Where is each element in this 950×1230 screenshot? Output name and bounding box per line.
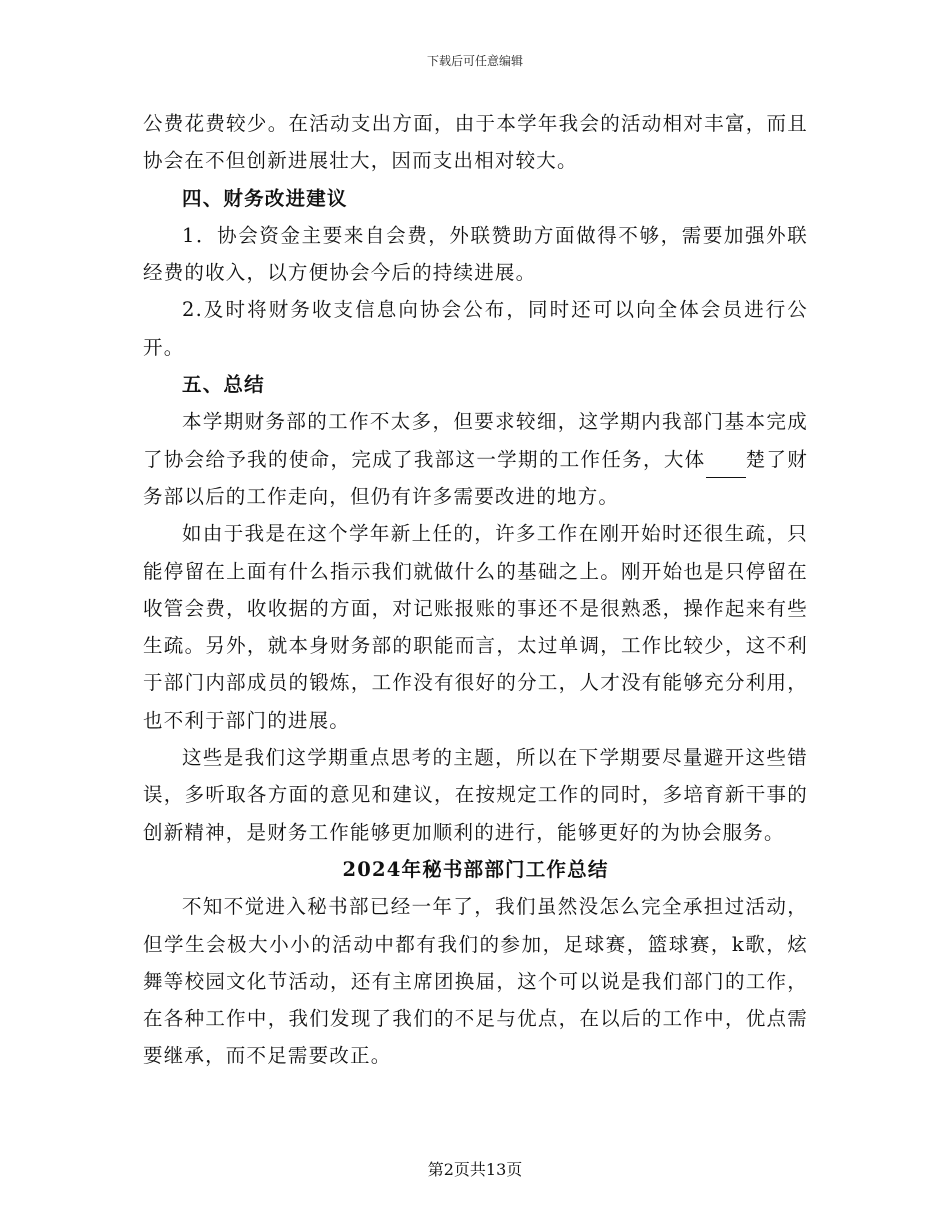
paragraph-spending: 公费花费较少。在活动支出方面，由于本学年我会的活动相对丰富，而且协会在不但创新进展壮大，因而支出相对较大。 [143,112,808,173]
paragraph-suggestion-2: 2.及时将财务收支信息向协会公布，同时还可以向全体会员进行公开。 [143,298,808,359]
summary-text-after-blank: 楚了财务部以后的工作走向，但仍有许多需要改进的地方。 [143,447,808,508]
paragraph-suggestion-1: 1．协会资金主要来自会费，外联赞助方面做得不够，需要加强外联经费的收入，以方便协会今后的持续进展。 [143,223,808,285]
paragraph-next-term: 这些是我们这学期重点思考的主题，所以在下学期要尽量避开这些错误，多听取各方面的意见和建议，在按规定工作的同时，多培育新干事的创新精神，是财务工作能够更加顺利的进行，能够更好的为协会服务。 [143,746,808,844]
paragraph-summary [143,403,808,515]
summary-text-before-blank: 本学期财务部的工作不太多，但要求较细，这学期内我部门基本完成了协会给予我的使命，完成了我部这一学期的工作任务，大体 [143,410,808,471]
page-header: 下载后可任意编辑 [426,54,523,68]
section-title-secretariat: 2024年秘书部部门工作总结 [342,857,609,881]
paragraph-reflection: 如由于我是在这个学年新上任的，许多工作在刚开始时还很生疏，只能停留在上面有什么指示我们就做什么的基础之上。刚开始也是只停留在收管会费，收收据的方面，对记账报账的事还不是很熟悉，操作起来有些生疏。另外，就本身财务部的职能而言，太过单调，工作比较少，这不利于部门内部成员的锻炼，工作没有很好的分工，人才没有能够充分利用，也不利于部门的进展。 [143,522,808,732]
heading-summary: 五、总结 [182,373,265,397]
heading-finance-suggestions: 四、财务改进建议 [182,186,348,210]
document-body [143,105,808,1075]
blank-underline [706,457,746,478]
paragraph-secretariat: 不知不觉进入秘书部已经一年了，我们虽然没怎么完全承担过活动，但学生会极大小小的活动中都有我们的参加，足球赛，篮球赛，k歌，炫舞等校园文化节活动，还有主席团换届，这个可以说是我们部门的工作，在各种工作中，我们发现了我们的不足与优点，在以后的工作中，优点需要继承，而不足需要改正。 [143,895,808,1068]
page-footer: 第2页共13页 [427,1160,523,1179]
